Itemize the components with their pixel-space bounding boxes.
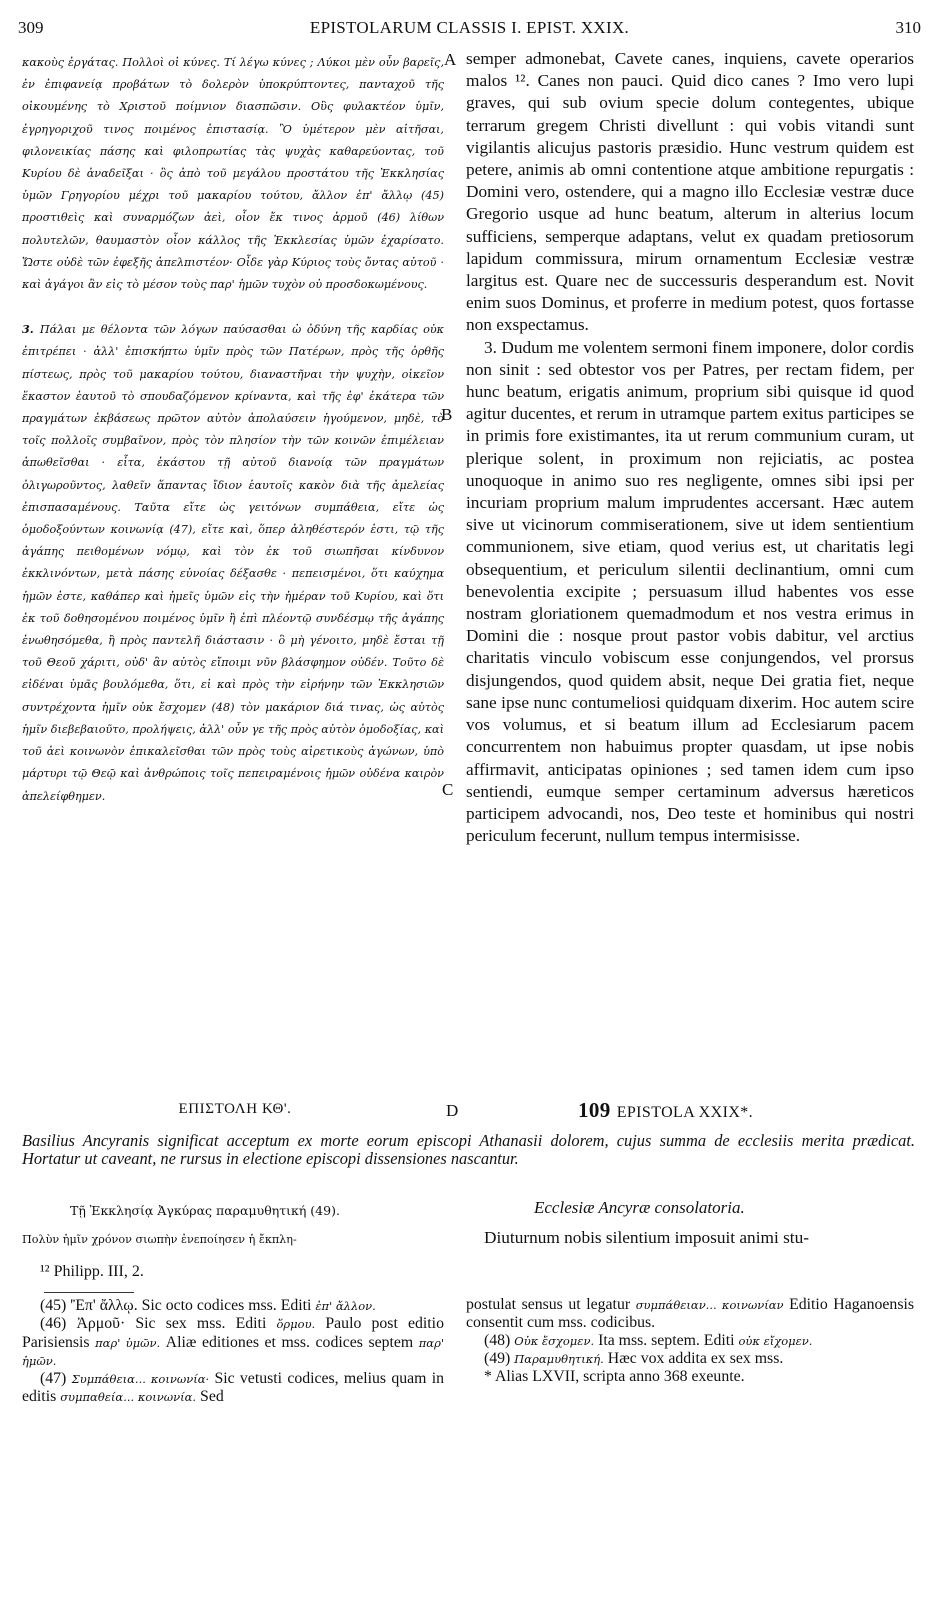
greek-opening-line: Πολὺν ἡμῖν χρόνον σιωπὴν ἐνεποίησεν ἡ ἔκπλη- xyxy=(22,1233,297,1246)
latin-paragraph-1: semper admonebat, Cavete canes, inquiens, cavete operarios malos ¹². Canes non pauci. Quid dico canes ? Imo vero lupi graves, qui sub ovium specie dolum contegentes, ubique terrarum gregem Christi divellunt : qui vobis vitandi sunt vigilantis alicujus pastoris præsidio. Hunc vestrum quidem est petere, animis ab omni contentione atque ambitione repurgatis : Domini vero, ostendere, qui a magno illo Ecclesiæ vestræ duce Gregorio usque ad hunc beatum, alterum in alterius locum sufficiens, semperque adaptans, velut ex quadam pretiosorum lapidum commissura, mirum ornamentum Ecclesiæ vestræ largitus est. Quare nec de successuris desperandum est. Novit enim suos Dominus, et proferre in medium potest, quos fortasse non exspectamus. xyxy=(466,49,914,335)
footnote-46 xyxy=(22,1315,444,1370)
footnote-46-variant: ὅρμου. xyxy=(276,1317,316,1332)
greek-paragraph-2-text: Πάλαι με θέλοντα τῶν λόγων παύσασθαι ὠ ὀδύνη τῆς καρδίας οὐκ ἐπιτρέπει · ἀλλ' ἐπισκήπτω ὑμῖν πρὸς τῶν Πατέρων, πρὸς τῆς ὀρθῆς πίστεως, πρὸς τοῦ μακαρίου τούτου, διαναστῆναι τὴν ψυχὴν, οἰκεῖον ἕκαστον ἑαυτοῦ τὸ σπουδαζόμενον κρίναντα, καὶ τῆς ἐφ' ἑκάτερα τῶν πραγμάτων ἐκβάσεως πρῶτον αὐτὸν ἀπολαύσειν ἡγούμενον, μηδὲ, τὸ τοῖς πολλοῖς συμβαῖνον, πρὸς τὸν πλησίον τὴν τῶν κοινῶν ἐπιμέλειαν ἀπωθεῖσθαι · εἶτα, ἑκάστου τῇ αὐτοῦ διανοίᾳ τῶν πραγμάτων ὀλιγωροῦντος, λαθεῖν ἅπαντας ἴδιον ἑαυτοῖς κακὸν διὰ τῆς ἀμελείας ἐπισπασαμένους. Ταῦτα εἴτε ὡς γειτόνων συμπάθεια, εἴτε ὡς ὁμοδοξούντων κοινωνίᾳ (47), εἴτε καὶ, ὅπερ ἀληθέστερόν ἐστι, τῷ τῆς ἀγάπης πειθομένων νόμῳ, καὶ τὸν ἐκ τοῦ σιωπῆσαι κίνδυνον ἐκκλινόντων, μετὰ πάσης εὐνοίας δέξασθε · πεπεισμένοι, ὅτι καύχημα ἡμῶν ἐστε, καθάπερ καὶ ἡμεῖς ὑμῶν εἰς τὴν ἡμέραν τοῦ Κυρίου, καὶ ὅτι ἐκ τοῦ δοθησομένου ποιμένος ὑμῖν ἢ ἐπὶ πλέοντῷ συνδέσμῳ τῆς ἀγάπης ἑνωθησόμεθα, ἢ πρὸς παντελῆ διάστασιν · ὃ μὴ γένοιτο, μηδὲ ἔσται τῇ τοῦ Θεοῦ χάριτι, οὐδ' ἂν αὐτὸς εἴποιμι νῦν βλάσφημον οὐδέν. Τοῦτο δὲ εἰδέναι ὑμᾶς βουλόμεθα, ὅτι, εἰ καὶ πρὸς τὴν εἰρήνην τῶν Ἐκκλησιῶν συντρέχοντα ἡμῖν οὐκ ἔσχομεν (48) τὸν μακάριον διά τινας, ὡς αὐτὸς ἡμῖν διεβεβαιοῦτο, προλήψεις, ἀλλ' οὖν γε τῆς πρὸς αὐτὸν ὁμοδοξίας, καὶ τοῦ ἀεὶ κοινωνὸν ἐπικαλεῖσθαι τῶν πρὸς τοὺς αἱρετικοὺς ἀγώνων, ὑπὸ μάρτυρι τῷ Θεῷ καὶ ἀνθρώποις τοῖς πεπειραμένοις ἡμῶν οὐδένα καιρὸν ἀπελείφθημεν. xyxy=(22,323,444,803)
footnote-49-text: Hæc vox addita ex sex mss. xyxy=(607,1349,784,1367)
greek-inscription: Τῇ Ἐκκλησίᾳ Ἀγκύρας παραμυθητική (49). xyxy=(70,1203,340,1218)
greek-paragraph-number: 3. xyxy=(22,322,34,337)
footnote-46-greek-2: παρ' ἡμῶν. xyxy=(22,1335,444,1368)
greek-paragraph-1: κακοὺς ἐργάτας. Πολλοὶ οἱ κύνες. Τί λέγω κύνες ; Λύκοι μὲν οὖν βαρεῖς, ἐν ἐπιφανείᾳ προβάτων τὸ δολερὸν ὑποκρύπτοντες, πανταχοῦ τῆς οἰκουμένης τὸ Χριστοῦ ποίμνιον διασπῶσιν. Οὓς φυλακτέον ὑμῖν, ἐγρηγοριχοῦ τινος ποιμένος ἐπιστασίᾳ. Ὃ ὑμέτερον μὲν αἰτῆσαι, φιλονεικίας πάσης καὶ φιλοπρωτίας τὰς ψυχὰς καθαρεύοντας, τοῦ Κυρίου δὲ ἀναδεῖξαι · ὃς ἀπὸ τοῦ μεγάλου προστάτου τῆς Ἐκκλησίας ὑμῶν Γρηγορίου μέχρι τοῦ μακαρίου τούτου, ἄλλον ἐπ' ἄλλῳ (45) προστιθεὶς καὶ συναρμόζων ἀεὶ, οἷον ἔκ τινος ἁρμοῦ (46) λίθων πολυτελῶν, θαυμαστὸν οἷον κάλλος τῆς Ἐκκλεσίας ὑμῶν ἐχαρίσατο. Ὥστε οὐδὲ τῶν ἐφεξῆς ἀπελπιστέον· Οἶδε γὰρ Κύριος τοὺς ὄντας αὐτοῦ · καὶ ἀγάγοι ἂν εἰς τὸ μέσον τοὺς παρ' ἡμῶν τυχὸν οὐ προσδοκωμένους. xyxy=(22,56,444,292)
footnote-48-number: (48) xyxy=(484,1331,511,1349)
footnote-46-note: Paulo post editio Parisiensis xyxy=(22,1315,444,1351)
footnote-49-lemma: Παραμυθητική. xyxy=(514,1351,604,1366)
footnote-49-number: (49) xyxy=(484,1349,511,1367)
epistle-number: 109 xyxy=(578,1098,611,1122)
scripture-reference-number: ¹² xyxy=(40,1263,50,1280)
footnote-48-variant: οὐκ εἴχομεν. xyxy=(738,1333,813,1348)
margin-letter-c: C xyxy=(442,780,454,799)
footnote-47-continuation xyxy=(466,1296,914,1332)
footnote-47-cont-text: postulat sensus ut legatur xyxy=(466,1296,631,1313)
footnote-45-text: Sic octo codices mss. Editi xyxy=(141,1297,312,1314)
latin-paragraph-2: 3. Dudum me volentem sermoni finem imponere, dolor cordis non sinit : sed obtestor vos per Patres, per rectam fidem, per hunc beatum, erigatis animum, proprium sibi quisque id quod agitur ducentes, et rerum in utramque partem exitus participes se in primis fore existimantes, ita ut rerum communium curam, ut plerique solent, in proximum non rejiciatis, ac postea unoquoque in animo suo res negligente, omnes sibi ipsi per incuriam proprium malum imprudentes accersant. Hæc autem sive ut vicinorum commiserationem, sive ut idem sentientium communionem, sive etiam, quod verius est, ut charitatis legi obsequentium, et periculum silentii declinantium, omni cum benevolentia excipite ; persuasum illud habentes vos esse nostram gloriationem quemadmodum et nos vestra erimus in Domini die : nosque prout pastor vobis dabitur, vel arctius charitatis vinculo vobiscum esse conjungendos, vel prorsus disjungendos, quod quidem absit, neque Dei gratia fiet, neque sane ipse nunc contumeliosi quidquam dixerim. Hoc autem scire vos volumus, et si beatum illum ad Ecclesiarum pacem concurrentem non habuimus propter quasdam, ut ipse nobis affirmavit, anticipatas opiniones ; sed tamen idem cum ipso sentiendi, eumque semper certaminum adversus hæreticos participem advocandi, nos, Deo teste et hominibus qui nostri periculum fecerunt, nullum tempus intermisisse. xyxy=(466,337,914,846)
footnote-45 xyxy=(22,1297,444,1315)
footnote-47-number: (47) xyxy=(40,1370,67,1388)
footnote-47-lemma: Συμπάθεια... κοινωνία· xyxy=(71,1372,210,1387)
footnote-47-cont-greek: συμπάθειαν... κοινωνίαν xyxy=(635,1298,784,1312)
scripture-reference xyxy=(40,1263,144,1281)
footnote-45-lemma: (45) 'Ἐπ' ἄλλῳ. xyxy=(40,1297,138,1314)
footnote-48 xyxy=(466,1332,914,1350)
footnotes-left xyxy=(22,1297,444,1407)
footnotes-right xyxy=(466,1296,914,1385)
epistle-summary: Basilius Ancyranis significat acceptum ex morte eorum episcopi Athanasii dolorem, cujus summa de ecclesiis merita prædicat. Hortatur ut caveant, ne rursus in electione episcopi dissensiones nascantur. xyxy=(22,1131,915,1168)
page-number-right: 310 xyxy=(895,18,921,37)
latin-epistle-heading xyxy=(578,1098,753,1123)
latin-opening-line: Diuturnum nobis silentium imposuit animi stu- xyxy=(484,1228,809,1247)
footnote-47 xyxy=(22,1370,444,1407)
latin-column xyxy=(466,48,914,847)
footnote-46-lemma: (46) Ἀρμοῦ· xyxy=(40,1315,126,1333)
greek-column xyxy=(22,52,444,808)
margin-letter-a: A xyxy=(444,50,457,69)
footnote-46-note-2: Aliæ editiones et mss. codices septem xyxy=(165,1333,414,1351)
margin-letter-b: B xyxy=(441,405,453,424)
running-title: EPISTOLARUM CLASSIS I. EPIST. XXIX. xyxy=(309,18,630,37)
footnote-48-text: Ita mss. septem. Editi xyxy=(598,1331,735,1349)
footnote-47-text: Sic vetusti codices, melius quam in editis xyxy=(22,1370,444,1406)
margin-letter-d: D xyxy=(446,1101,459,1120)
footnote-45-variant: ἐπ' ἄλλον. xyxy=(315,1299,376,1313)
page-number-left: 309 xyxy=(18,18,44,37)
footnote-47-variant: συμπαθεία... κοινωνία. xyxy=(60,1390,197,1405)
latin-epistle-title: EPISTOLA XXIX*. xyxy=(616,1104,754,1121)
greek-paragraph-2 xyxy=(22,318,444,807)
footnote-47-cont-note: Editio Haganoensis consentit cum mss. codicibus. xyxy=(466,1296,915,1332)
scripture-reference-text: Philipp. III, 2. xyxy=(53,1263,144,1280)
footnote-46-greek-1: παρ' ὑμῶν. xyxy=(95,1335,161,1350)
footnote-46-text: Sic sex mss. Editi xyxy=(135,1315,267,1333)
greek-epistle-heading: ΕΠΙΣΤΟΛΗ ΚΘ'. xyxy=(178,1101,292,1117)
latin-inscription: Ecclesiæ Ancyræ consolatoria. xyxy=(534,1198,745,1217)
footnote-49 xyxy=(466,1350,914,1368)
footnote-47-continued: Sed xyxy=(200,1388,224,1406)
running-header xyxy=(18,18,921,44)
footnote-rule xyxy=(44,1292,134,1293)
alias-note: * Alias LXVII, scripta anno 368 exeunte. xyxy=(484,1368,745,1386)
footnote-48-lemma: Οὐκ ἔσχομεν. xyxy=(514,1333,595,1348)
